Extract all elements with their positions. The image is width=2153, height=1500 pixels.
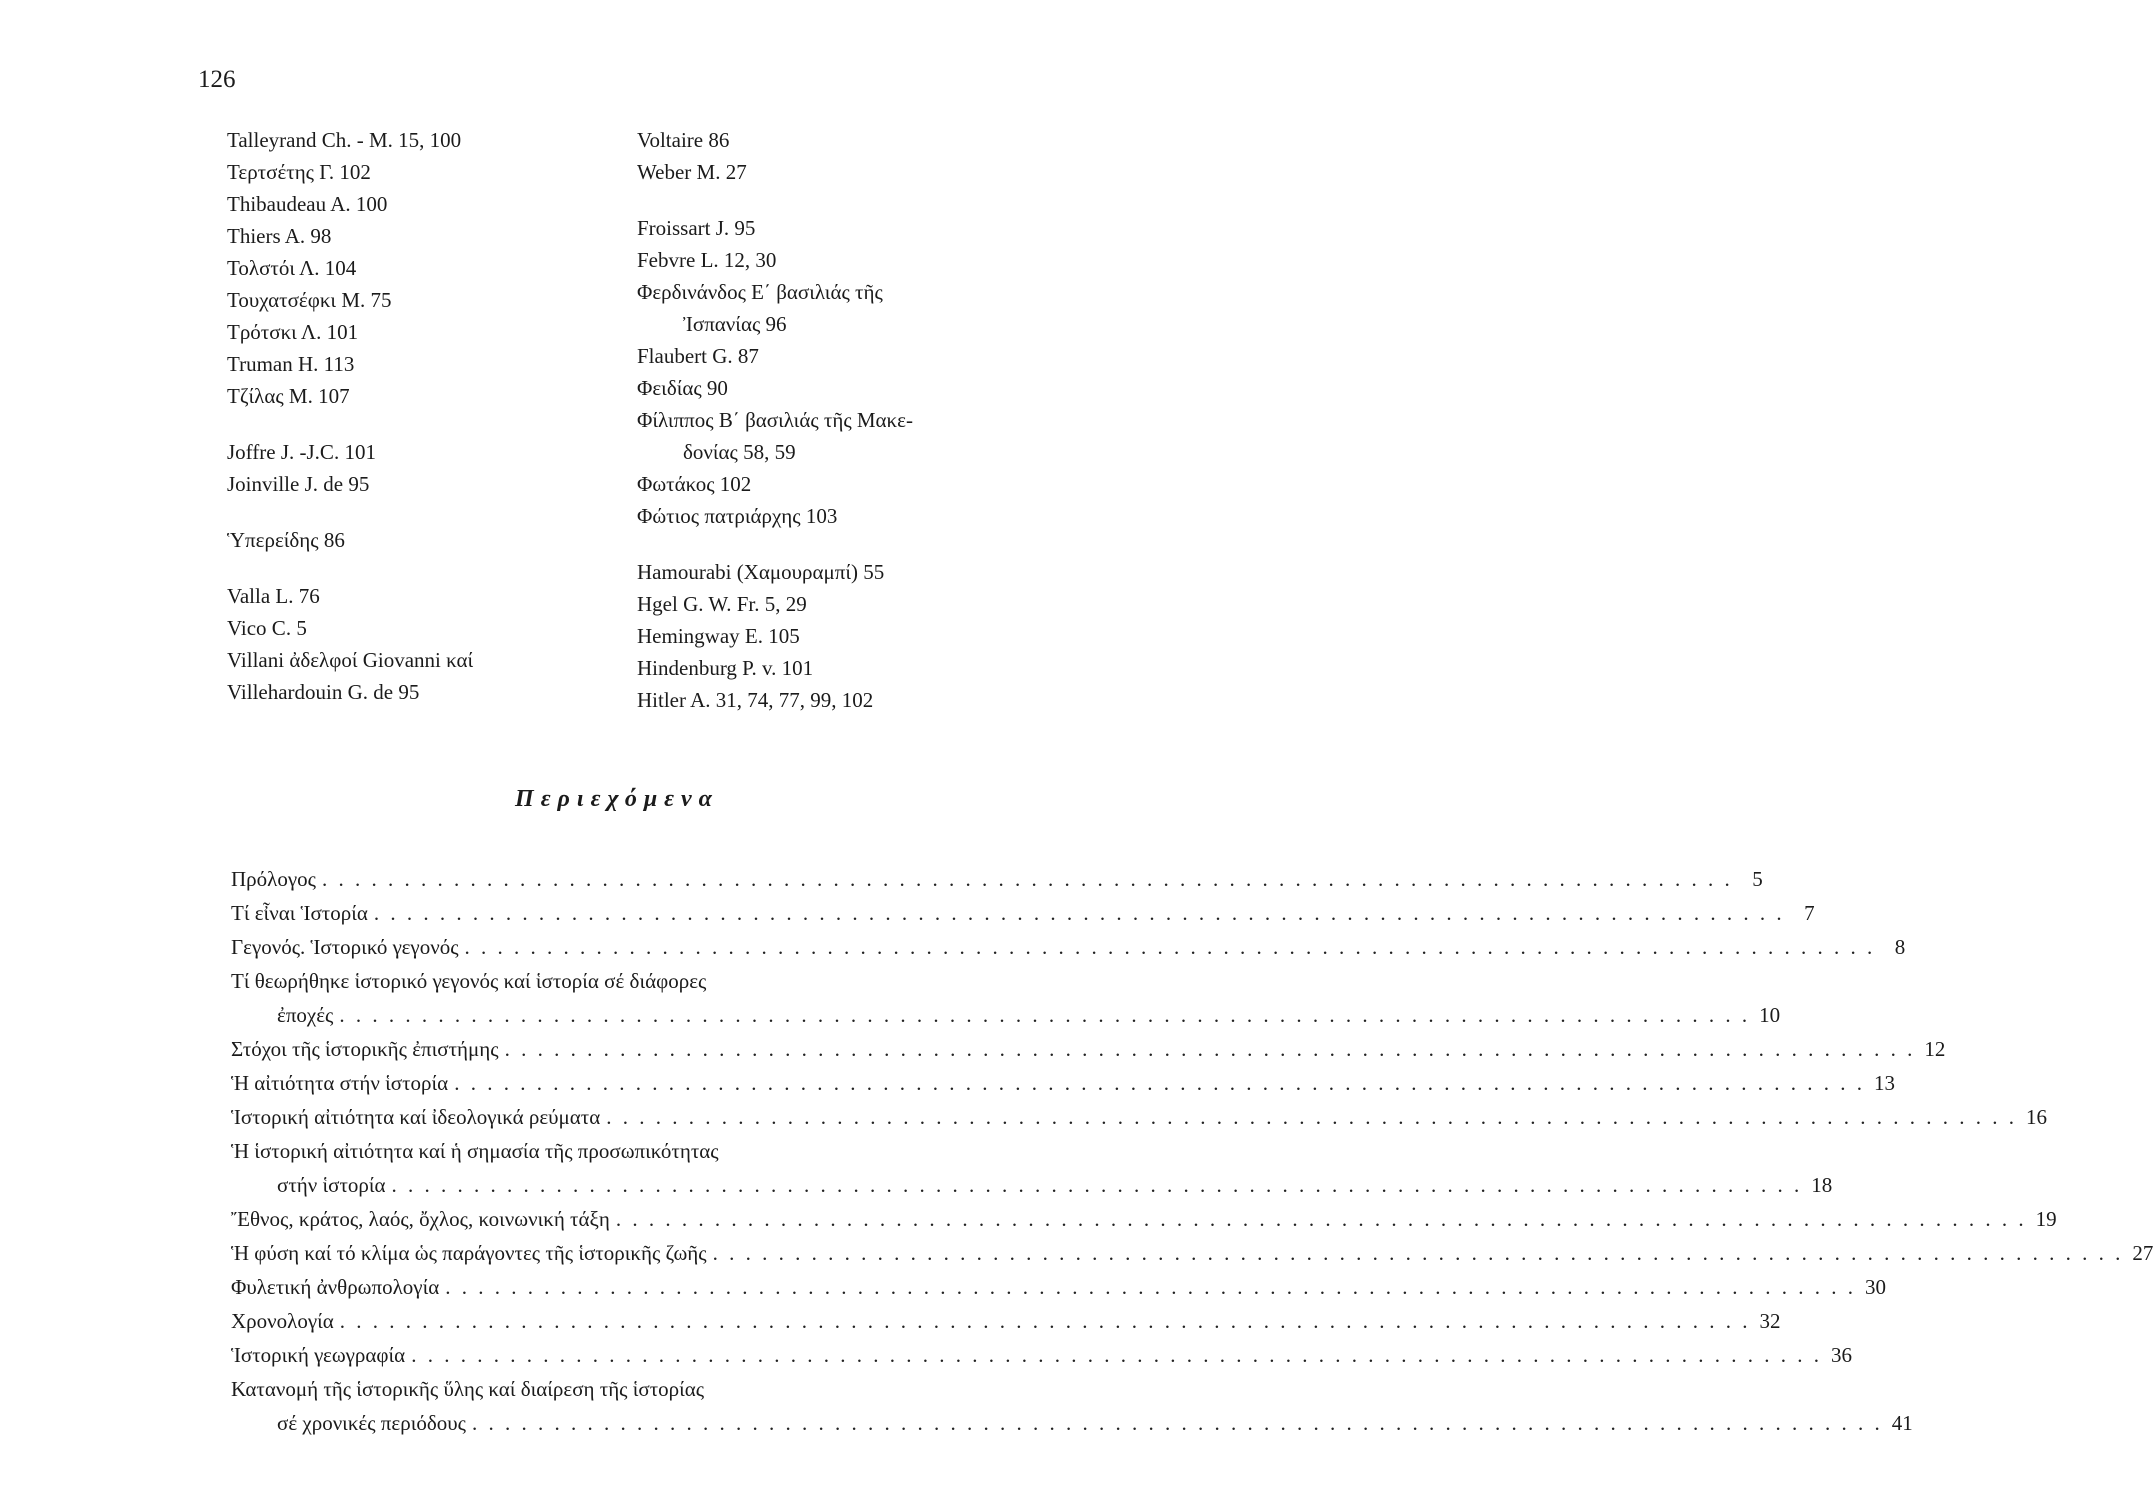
toc-line bbox=[231, 1406, 1913, 1440]
index-entry: Τζίλας Μ. 107 bbox=[227, 384, 350, 408]
index-group bbox=[637, 556, 1037, 716]
toc-title: Ἱστορική αἰτιότητα καί ἰδεολογικά ρεύματα bbox=[231, 1105, 601, 1129]
index-entry: Hitler A. 31, 74, 77, 99, 102 bbox=[637, 688, 874, 712]
toc-page-number: 32 bbox=[1759, 1309, 1781, 1333]
toc-line bbox=[231, 1168, 1833, 1202]
index-entry: Talleyrand Ch. - M. 15, 100 bbox=[227, 128, 462, 152]
index-entry: Voltaire 86 bbox=[637, 128, 730, 152]
toc-page-number: 30 bbox=[1864, 1275, 1886, 1299]
index-group bbox=[227, 436, 607, 500]
toc-page-number: 19 bbox=[2035, 1207, 2057, 1231]
toc-page-number: 7 bbox=[1804, 901, 1815, 925]
toc-entry bbox=[231, 1100, 2048, 1134]
index-entry: Hamourabi (Χαμουραμπί) 55 bbox=[637, 560, 885, 584]
index-entry: δονίας 58, 59 bbox=[683, 440, 796, 464]
index-entry: Τολστόι Λ. 104 bbox=[227, 256, 357, 280]
toc-title: Φυλετική ἀνθρωπολογία bbox=[231, 1275, 440, 1299]
index-group bbox=[637, 124, 1037, 188]
toc-leader-dots: . . . . . . . . . . . . . . . . . . . . . . . . . . . . . . . . . . . . . . . . . . . . . . . . . . . . . . . . . . . . . . . . . . . . . . . . . . . . . . . . . . . . . . bbox=[373, 901, 1785, 925]
toc-line bbox=[231, 1338, 1852, 1372]
toc-entry bbox=[231, 1304, 1781, 1338]
index-entry: Joffre J. -J.C. 101 bbox=[227, 440, 376, 464]
index-entry: Hindenburg P. v. 101 bbox=[637, 656, 814, 680]
toc-page-number: 5 bbox=[1752, 867, 1763, 891]
toc-title: Χρονολογία bbox=[231, 1309, 334, 1333]
toc-line bbox=[231, 1202, 2057, 1236]
index-group bbox=[227, 580, 607, 708]
toc-page-number: 36 bbox=[1830, 1343, 1852, 1367]
toc-entry bbox=[231, 1236, 2153, 1270]
toc-page-number: 8 bbox=[1894, 935, 1906, 959]
toc-title: Ἡ αἰτιότητα στήν ἱστορία bbox=[231, 1071, 449, 1095]
toc-leader-dots: . . . . . . . . . . . . . . . . . . . . . . . . . . . . . . . . . . . . . . . . . . . . . . . . . . . . . . . . . . . . . . . . . . . . . . . . . . . . . . . . . . . . . . bbox=[339, 1003, 1751, 1027]
index-entry: Thibaudeau A. 100 bbox=[227, 192, 388, 216]
index-entry: Φερδινάνδος Ε΄ βασιλιάς τῆς bbox=[637, 280, 883, 304]
index-entry: Thiers A. 98 bbox=[227, 224, 332, 248]
index-entry: Φώτιος πατριάρχης 103 bbox=[637, 504, 838, 528]
index-entry: Flaubert G. 87 bbox=[637, 344, 759, 368]
toc-line bbox=[231, 964, 1001, 998]
toc-page-number: 16 bbox=[2026, 1105, 2048, 1129]
toc-line bbox=[231, 1236, 2153, 1270]
toc-leader-dots: . . . . . . . . . . . . . . . . . . . . . . . . . . . . . . . . . . . . . . . . . . . . . . . . . . . . . . . . . . . . . . . . . . . . . . . . . . . . . . . . . . . . . . bbox=[504, 1037, 1916, 1061]
toc-line bbox=[231, 896, 1815, 930]
toc-page-number: 27 bbox=[2132, 1241, 2153, 1265]
index-entry: Hemingway E. 105 bbox=[637, 624, 800, 648]
page-number: 126 bbox=[198, 66, 236, 93]
index-entry: Φωτάκος 102 bbox=[637, 472, 752, 496]
toc-entry bbox=[231, 930, 1906, 964]
toc-title: Τί θεωρήθηκε ἱστορικό γεγονός καί ἱστορία σέ διάφορες bbox=[231, 969, 707, 993]
index-entry: Hgel G. W. Fr. 5, 29 bbox=[637, 592, 807, 616]
toc-title: στήν ἱστορία bbox=[277, 1173, 386, 1197]
toc-page-number: 12 bbox=[1924, 1037, 1946, 1061]
toc-line bbox=[231, 1304, 1781, 1338]
toc-leader-dots: . . . . . . . . . . . . . . . . . . . . . . . . . . . . . . . . . . . . . . . . . . . . . . . . . . . . . . . . . . . . . . . . . . . . . . . . . . . . . . . . . . . . . . bbox=[445, 1275, 1856, 1299]
toc-entry bbox=[231, 1134, 1833, 1202]
table-of-contents bbox=[231, 862, 2153, 1440]
toc-leader-dots: . . . . . . . . . . . . . . . . . . . . . . . . . . . . . . . . . . . . . . . . . . . . . . . . . . . . . . . . . . . . . . . . . . . . . . . . . . . . . . . . . . . . . . bbox=[615, 1207, 2027, 1231]
toc-leader-dots: . . . . . . . . . . . . . . . . . . . . . . . . . . . . . . . . . . . . . . . . . . . . . . . . . . . . . . . . . . . . . . . . . . . . . . . . . . . . . . . . . . . . . . bbox=[339, 1309, 1751, 1333]
toc-title: σέ χρονικές περιόδους bbox=[277, 1411, 466, 1435]
toc-title: Τί εἶναι Ἱστορία bbox=[231, 901, 368, 925]
index-group bbox=[227, 524, 607, 556]
toc-heading: Περιεχόμενα bbox=[515, 786, 719, 812]
toc-entry bbox=[231, 1032, 1946, 1066]
toc-title: Ἡ ἱστορική αἰτιότητα καί ἡ σημασία τῆς προσωπικότητας bbox=[231, 1139, 719, 1163]
toc-line bbox=[231, 1134, 1001, 1168]
index-entry: Τουχατσέφκι Μ. 75 bbox=[227, 288, 392, 312]
toc-entry bbox=[231, 1372, 1913, 1440]
toc-leader-dots: . . . . . . . . . . . . . . . . . . . . . . . . . . . . . . . . . . . . . . . . . . . . . . . . . . . . . . . . . . . . . . . . . . . . . . . . . . . . . . . . . . . . . . bbox=[391, 1173, 1803, 1197]
toc-leader-dots: . . . . . . . . . . . . . . . . . . . . . . . . . . . . . . . . . . . . . . . . . . . . . . . . . . . . . . . . . . . . . . . . . . . . . . . . . . . . . . . . . . . . . . bbox=[712, 1241, 2124, 1265]
index-entry: Φίλιππος Β΄ βασιλιάς τῆς Μακε- bbox=[637, 408, 913, 432]
index-left-column bbox=[227, 124, 607, 732]
toc-line bbox=[231, 930, 1906, 964]
toc-leader-dots: . . . . . . . . . . . . . . . . . . . . . . . . . . . . . . . . . . . . . . . . . . . . . . . . . . . . . . . . . . . . . . . . . . . . . . . . . . . . . . . . . . . . . . bbox=[471, 1411, 1883, 1435]
toc-entry bbox=[231, 896, 1815, 930]
toc-title: Ἱστορική γεωγραφία bbox=[231, 1343, 406, 1367]
index-entry: Vico C. 5 bbox=[227, 616, 307, 640]
index-group bbox=[637, 212, 1037, 532]
toc-leader-dots: . . . . . . . . . . . . . . . . . . . . . . . . . . . . . . . . . . . . . . . . . . . . . . . . . . . . . . . . . . . . . . . . . . . . . . . . . . . . . . . . . . . . . . bbox=[454, 1071, 1865, 1095]
toc-entry bbox=[231, 1338, 1852, 1372]
toc-title: Κατανομή τῆς ἱστορικῆς ὕλης καί διαίρεση τῆς ἱστορίας bbox=[231, 1377, 705, 1401]
toc-line bbox=[231, 998, 1781, 1032]
index-entry: Φειδίας 90 bbox=[637, 376, 728, 400]
toc-line bbox=[231, 862, 1763, 896]
index-entry: Ἰσπανίας 96 bbox=[683, 312, 787, 336]
toc-entry bbox=[231, 862, 1763, 896]
toc-leader-dots: . . . . . . . . . . . . . . . . . . . . . . . . . . . . . . . . . . . . . . . . . . . . . . . . . . . . . . . . . . . . . . . . . . . . . . . . . . . . . . . . . . . . . . bbox=[411, 1343, 1822, 1367]
toc-page-number: 41 bbox=[1891, 1411, 1913, 1435]
toc-line bbox=[231, 1372, 1001, 1406]
index-entry: Weber M. 27 bbox=[637, 160, 747, 184]
toc-title: Ἔθνος, κράτος, λαός, ὄχλος, κοινωνική τάξη bbox=[231, 1207, 610, 1231]
toc-entry bbox=[231, 1270, 1886, 1304]
toc-page-number: 13 bbox=[1873, 1071, 1895, 1095]
toc-title: Ἡ φύση καί τό κλίμα ὡς παράγοντες τῆς ἱστορικῆς ζωῆς bbox=[231, 1241, 707, 1265]
toc-title: ἐποχές bbox=[277, 1003, 334, 1027]
toc-leader-dots: . . . . . . . . . . . . . . . . . . . . . . . . . . . . . . . . . . . . . . . . . . . . . . . . . . . . . . . . . . . . . . . . . . . . . . . . . . . . . . . . . . . . . . bbox=[464, 935, 1876, 959]
toc-line bbox=[231, 1032, 1946, 1066]
toc-entry bbox=[231, 1202, 2057, 1236]
index-group bbox=[227, 124, 607, 412]
toc-page-number: 18 bbox=[1811, 1173, 1833, 1197]
index-entry: Valla L. 76 bbox=[227, 584, 320, 608]
toc-line bbox=[231, 1100, 2048, 1134]
index-entry: Froissart J. 95 bbox=[637, 216, 756, 240]
toc-title: Στόχοι τῆς ἱστορικῆς ἐπιστήμης bbox=[231, 1037, 499, 1061]
index-entry: Τρότσκι Λ. 101 bbox=[227, 320, 359, 344]
index-entry: Febvre L. 12, 30 bbox=[637, 248, 777, 272]
toc-leader-dots: . . . . . . . . . . . . . . . . . . . . . . . . . . . . . . . . . . . . . . . . . . . . . . . . . . . . . . . . . . . . . . . . . . . . . . . . . . . . . . . . . . . . . . bbox=[321, 867, 1733, 891]
index-entry: Villehardouin G. de 95 bbox=[227, 680, 420, 704]
toc-entry bbox=[231, 1066, 1895, 1100]
toc-title: Γεγονός. Ἱστορικό γεγονός bbox=[231, 935, 459, 959]
index-entry: Τερτσέτης Γ. 102 bbox=[227, 160, 371, 184]
index-entry: Villani ἀδελφοί Giovanni καί bbox=[227, 648, 474, 672]
toc-leader-dots: . . . . . . . . . . . . . . . . . . . . . . . . . . . . . . . . . . . . . . . . . . . . . . . . . . . . . . . . . . . . . . . . . . . . . . . . . . . . . . . . . . . . . . bbox=[606, 1105, 2018, 1129]
toc-page-number: 10 bbox=[1759, 1003, 1781, 1027]
toc-line bbox=[231, 1066, 1895, 1100]
index-right-column bbox=[637, 124, 1037, 740]
toc-line bbox=[231, 1270, 1886, 1304]
index-entry: Joinville J. de 95 bbox=[227, 472, 370, 496]
index-entry: Ὑπερείδης 86 bbox=[227, 528, 345, 552]
toc-entry bbox=[231, 964, 1781, 1032]
toc-title: Πρόλογος bbox=[231, 867, 316, 891]
index-entry: Truman H. 113 bbox=[227, 352, 355, 376]
